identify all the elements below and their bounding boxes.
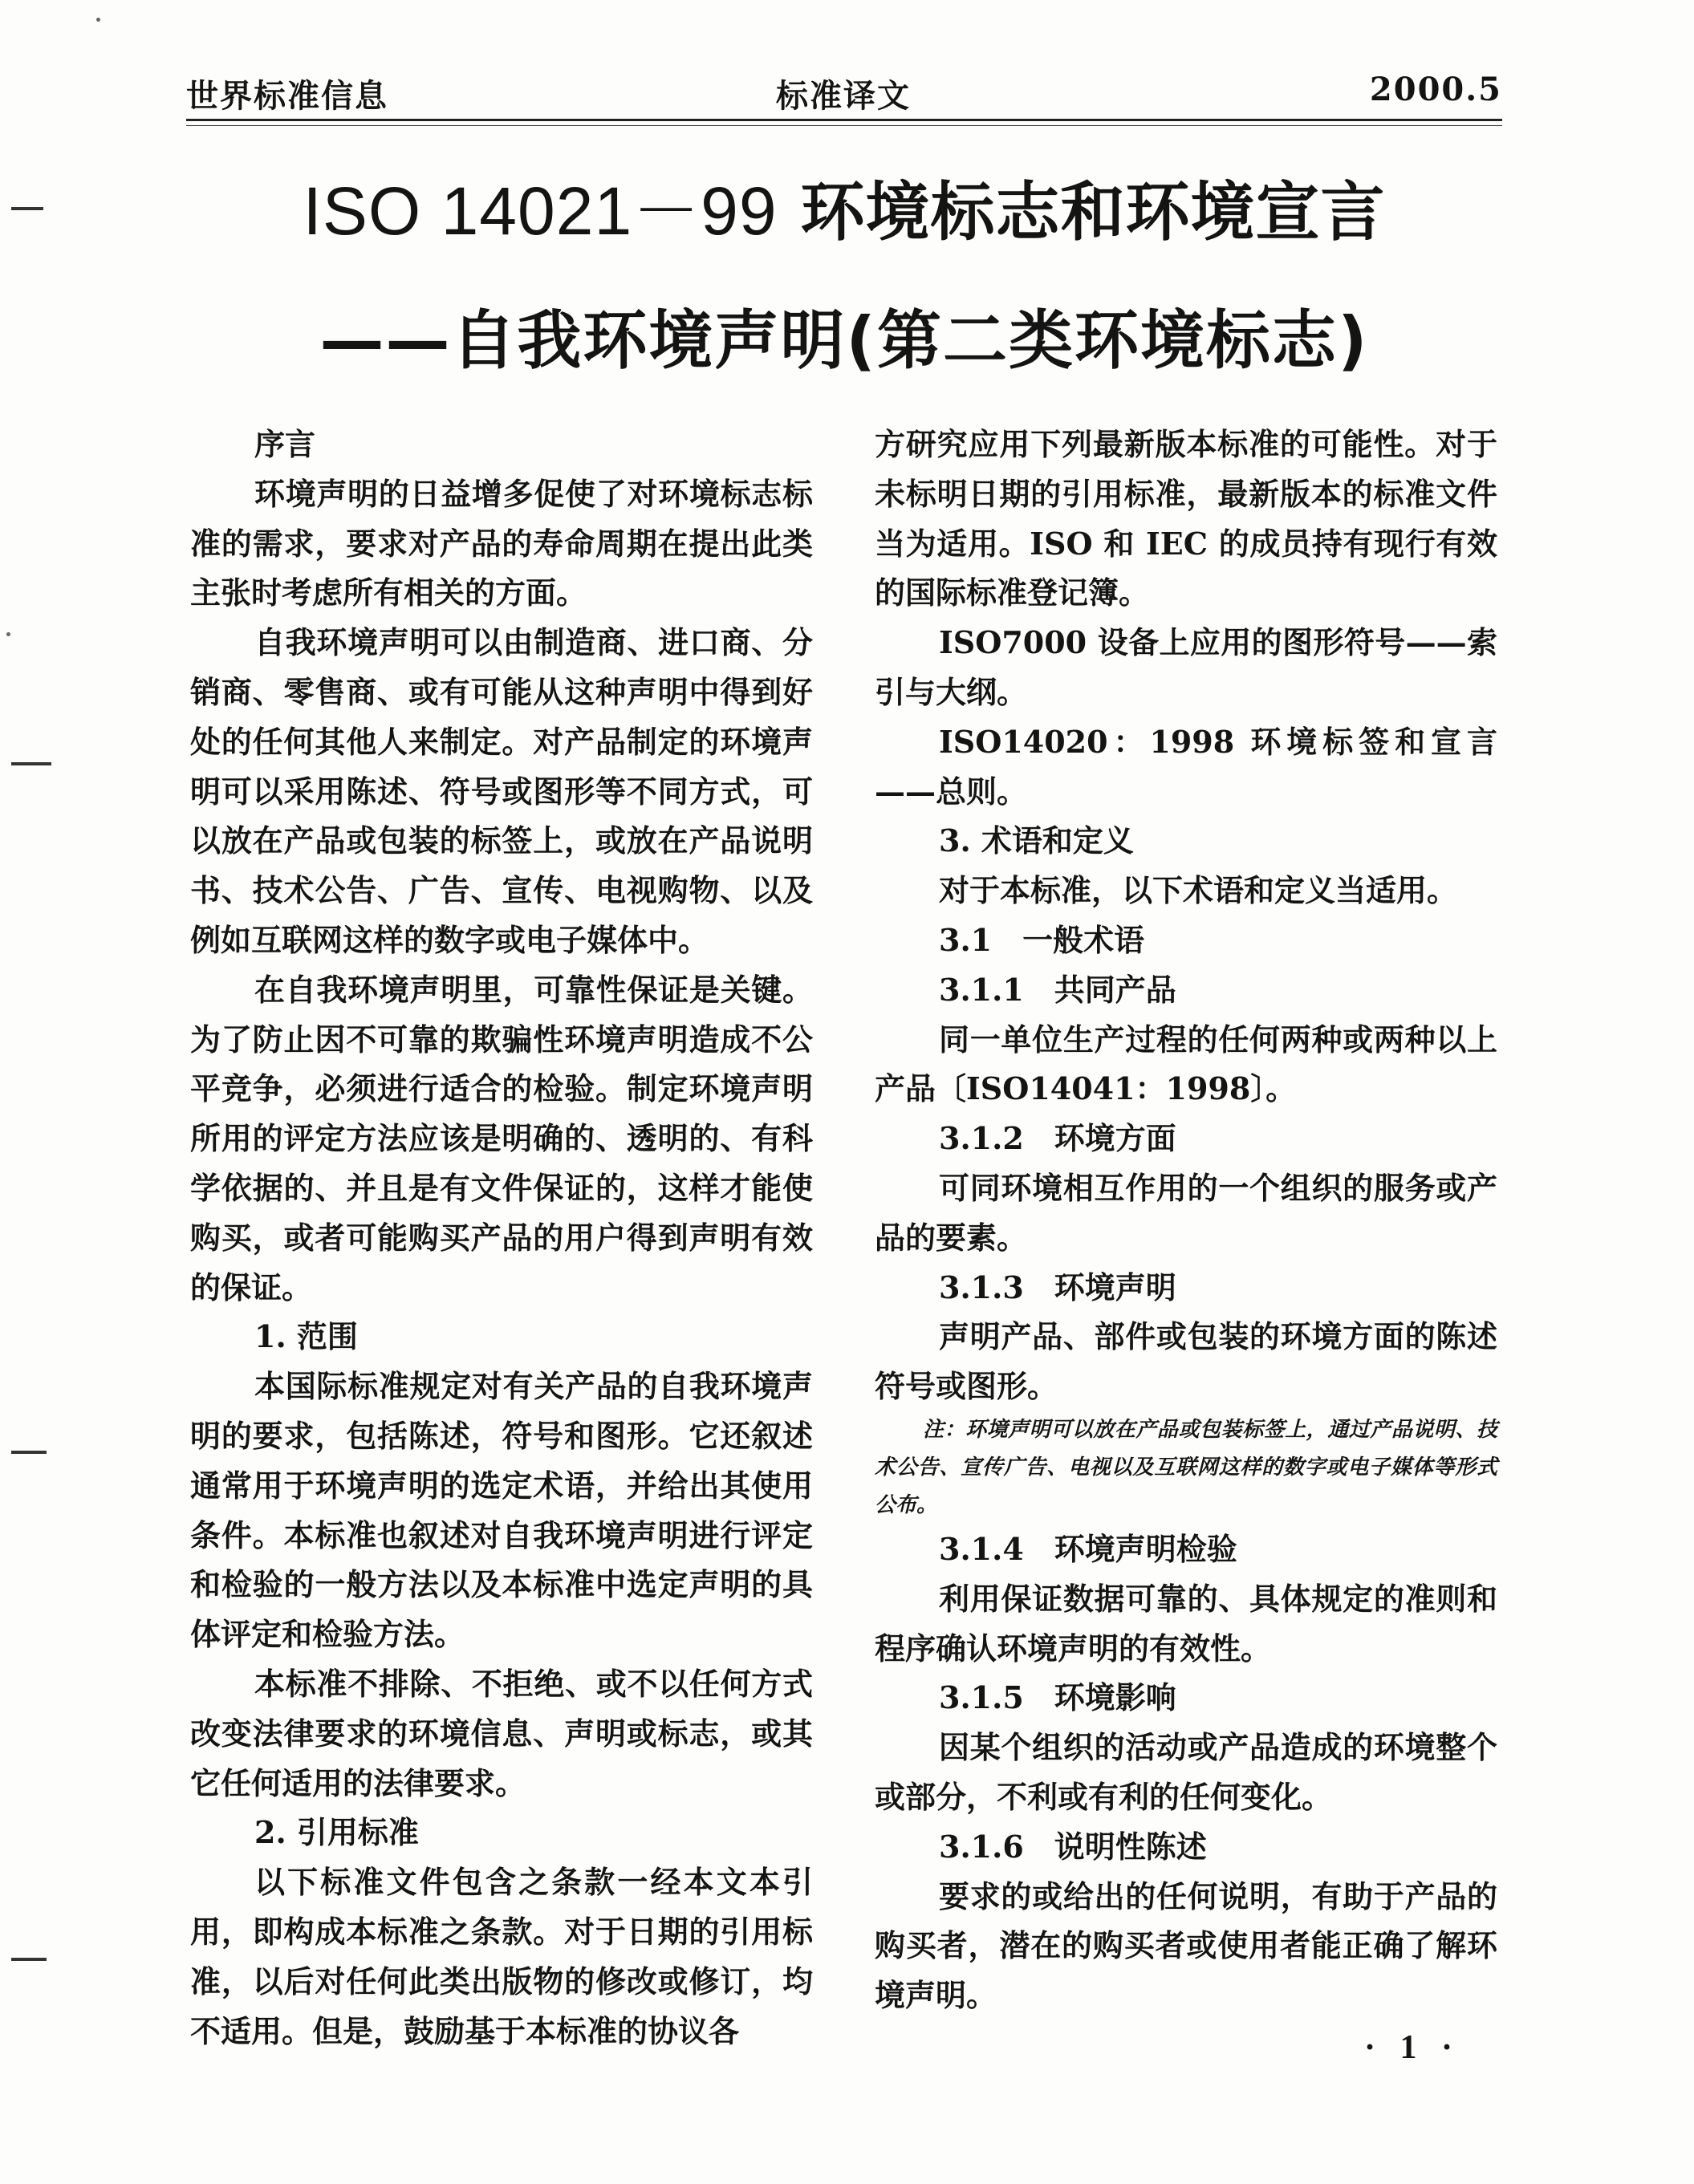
running-header (186, 71, 1502, 119)
title-line-1 (186, 157, 1502, 254)
section-heading-references: 2. 引用标准 (254, 1814, 419, 1851)
term-note: 注：环境声明可以放在产品或包装标签上，通过产品说明、技术公告、宣传广告、电视以及互联网这样的数字或电子媒体等形式公布。 (875, 1417, 1497, 1517)
foreword-heading: 序言 (254, 426, 316, 462)
scan-margin-mark (11, 1958, 47, 1961)
subsection-heading: 3.1 一般术语 (939, 921, 1145, 958)
header-issue-date: 2000.5 (1369, 71, 1502, 108)
term-definition: 可同环境相互作用的一个组织的服务或产品的要素。 (875, 1169, 1497, 1256)
title-main-text: 环境标志和环境宣言 (800, 175, 1386, 250)
header-rule-thin (186, 125, 1502, 126)
paragraph: 本国际标准规定对有关产品的自我环境声明的要求，包括陈述，符号和图形。它还叙述通常用于环境声明的选定术语，并给出其使用条件。本标准也叙述对自我环境声明进行评定和检验的一般方法以及本标准中选定声明的具体评定和检验方法。 (190, 1368, 813, 1653)
scan-margin-mark (11, 207, 43, 210)
term-heading: 3.1.1 共同产品 (939, 971, 1176, 1008)
term-definition: 声明产品、部件或包装的环境方面的陈述符号或图形。 (875, 1318, 1497, 1405)
left-text-column (190, 420, 813, 2056)
term-definition: 利用保证数据可靠的、具体规定的准则和程序确认环境声明的有效性。 (875, 1580, 1497, 1666)
paragraph: 对于本标准，以下术语和定义当适用。 (939, 872, 1458, 909)
paragraph: 环境声明的日益增多促使了对环境标志标准的需求，要求对产品的寿命周期在提出此类主张时考虑所有相关的方面。 (190, 475, 813, 611)
right-text-column (875, 420, 1497, 2020)
paragraph: 自我环境声明可以由制造商、进口商、分销商、零售商、或有可能从这种声明中得到好处的任何其他人来制定。对产品制定的环境声明可以采用陈述、符号或图形等不同方式，可以放在产品或包装的标签上，或放在产品说明书、技术公告、广告、宣传、电视购物、以及例如互联网这样的数字或电子媒体中。 (190, 624, 813, 958)
page-number: · 1 · (1364, 2029, 1461, 2066)
term-heading: 3.1.3 环境声明 (939, 1269, 1176, 1305)
scan-speck (6, 632, 10, 636)
header-journal-name: 世界标准信息 (186, 77, 388, 115)
header-rule-thick (186, 119, 1502, 121)
section-heading-scope: 1. 范围 (254, 1318, 358, 1355)
title-standard-code: ISO 14021－99 (303, 173, 778, 249)
paragraph: 在自我环境声明里，可靠性保证是关键。为了防止因不可靠的欺骗性环境声明造成不公平竞争，必须进行适合的检验。制定环境声明所用的评定方法应该是明确的、透明的、有科学依据的、并且是有文件保证的，这样才能使购买，或者可能购买产品的用户得到声明有效的保证。 (190, 971, 813, 1305)
title-line-2: ——自我环境声明(第二类环境标志) (319, 303, 1369, 378)
scan-margin-mark (11, 1451, 47, 1454)
paragraph: 以下标准文件包含之条款一经本文本引用，即构成本标准之条款。对于日期的引用标准，以后对任何此类出版物的修改或修订，均不适用。但是，鼓励基于本标准的协议各 (190, 1864, 813, 2049)
term-heading: 3.1.2 环境方面 (939, 1120, 1176, 1157)
reference-item: ISO14020：1998 环境标签和宣言——总则。 (875, 723, 1497, 810)
section-heading-terms: 3. 术语和定义 (939, 822, 1134, 859)
term-heading: 3.1.6 说明性陈述 (939, 1828, 1207, 1865)
term-definition: 同一单位生产过程的任何两种或两种以上产品〔ISO14041：1998〕。 (875, 1021, 1497, 1107)
reference-item: ISO7000 设备上应用的图形符号——索引与大纲。 (875, 624, 1497, 710)
header-section-name: 标准译文 (776, 77, 911, 115)
paragraph: 本标准不排除、不拒绝、或不以任何方式改变法律要求的环境信息、声明或标志，或其它任何适用的法律要求。 (190, 1665, 813, 1801)
term-definition: 要求的或给出的任何说明，有助于产品的购买者，潜在的购买者或使用者能正确了解环境声明。 (875, 1878, 1497, 2014)
scan-margin-mark (11, 762, 51, 765)
scan-speck (96, 18, 100, 22)
term-heading: 3.1.5 环境影响 (939, 1679, 1176, 1716)
term-heading: 3.1.4 环境声明检验 (939, 1530, 1237, 1567)
term-definition: 因某个组织的活动或产品造成的环境整个或部分，不利或有利的任何变化。 (875, 1729, 1497, 1815)
paragraph-continued: 方研究应用下列最新版本标准的可能性。对于未标明日期的引用标准，最新版本的标准文件当为适用。ISO 和 IEC 的成员持有现行有效的国际标准登记簿。 (875, 426, 1497, 611)
